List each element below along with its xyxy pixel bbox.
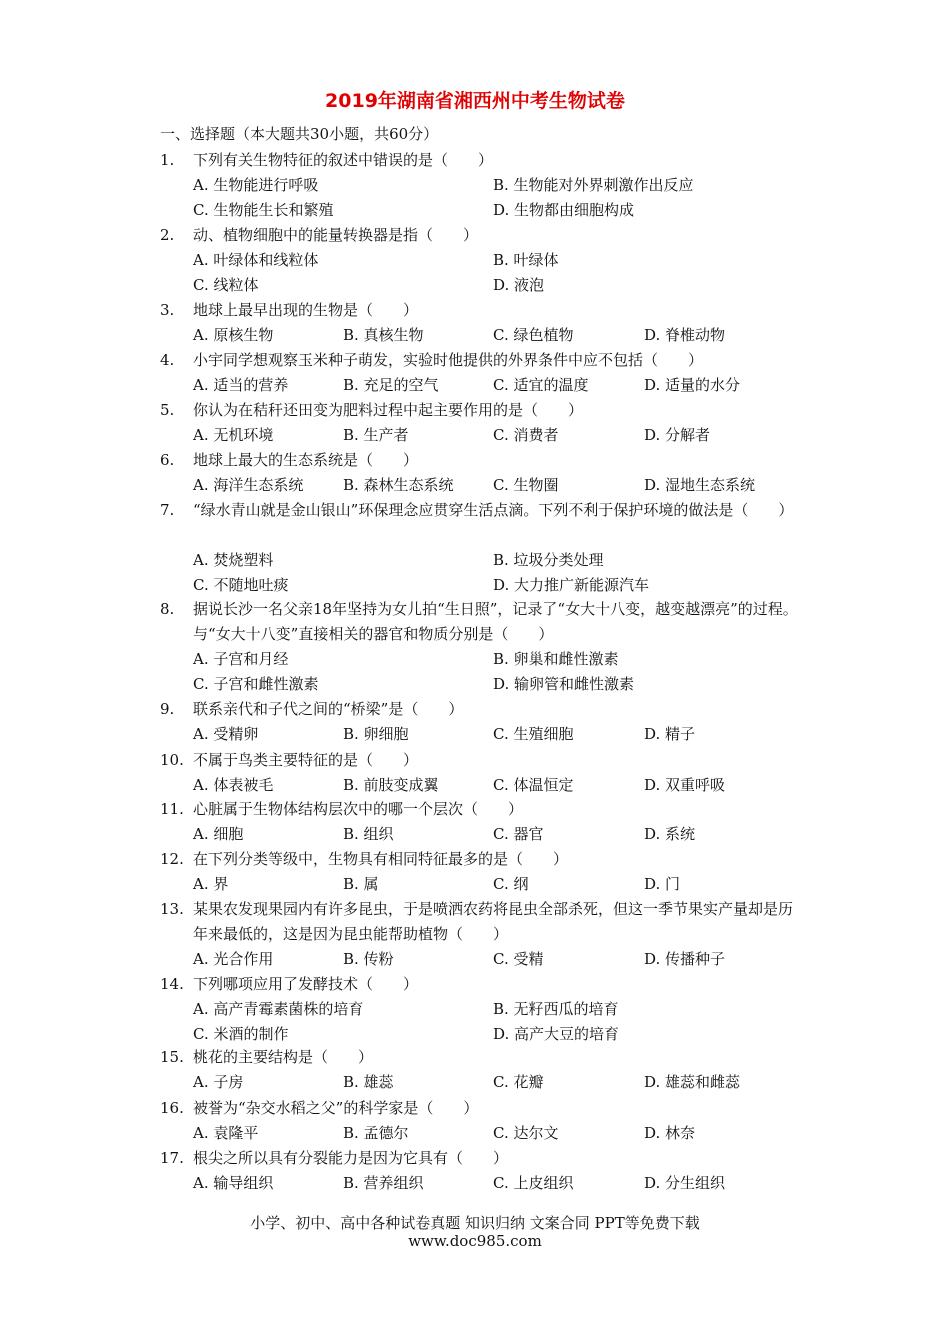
option-row <box>193 822 800 847</box>
question-stem: 下列有关生物特征的叙述中错误的是（ ） <box>193 151 494 169</box>
option-d: D. 脊椎动物 <box>644 326 726 344</box>
question-number: 13. <box>160 900 184 918</box>
question-stem: 小宇同学想观察玉米种子萌发，实验时他提供的外界条件中应不包括（ ） <box>193 351 704 369</box>
question-number: 1. <box>160 151 175 169</box>
question-13 <box>160 897 800 972</box>
question-stem: 据说长沙一名父亲18年坚持为女儿拍“生日照”，记录了“女大十八变，越变越漂亮”的过程。与“女大十八变”直接相关的器官和物质分别是（ ） <box>193 600 798 643</box>
question-2 <box>160 223 800 298</box>
option-c: C. 生物圈 <box>493 476 559 494</box>
question-stem: 根尖之所以具有分裂能力是因为它具有（ ） <box>193 1149 509 1167</box>
question-6 <box>160 448 800 498</box>
option-d: D. 系统 <box>644 825 696 843</box>
option-row <box>193 647 800 672</box>
question-stem: 地球上最大的生态系统是（ ） <box>193 451 419 469</box>
option-row <box>193 947 800 972</box>
question-number: 12. <box>160 850 184 868</box>
option-row <box>193 1121 800 1146</box>
option-a: A. 生物能进行呼吸 <box>193 176 319 194</box>
option-c: C. 体温恒定 <box>493 776 574 794</box>
option-a: A. 子房 <box>193 1073 244 1091</box>
question-16 <box>160 1096 800 1146</box>
question-stem: 在下列分类等级中，生物具有相同特征最多的是（ ） <box>193 850 569 868</box>
question-11 <box>160 797 800 847</box>
option-b: B. 雄蕊 <box>343 1073 394 1091</box>
option-d: D. 湿地生态系统 <box>644 476 756 494</box>
option-a: A. 细胞 <box>193 825 244 843</box>
question-15 <box>160 1045 800 1095</box>
question-stem: 下列哪项应用了发酵技术（ ） <box>193 975 419 993</box>
question-stem: 联系亲代和子代之间的“桥梁”是（ ） <box>193 700 464 718</box>
question-4 <box>160 348 800 398</box>
option-b: B. 真核生物 <box>343 326 424 344</box>
option-b: B. 营养组织 <box>343 1174 424 1192</box>
question-number: 3. <box>160 301 175 319</box>
option-b: B. 无籽西瓜的培育 <box>493 1000 619 1018</box>
question-number: 10. <box>160 751 184 769</box>
question-stem: “绿水青山就是金山银山”环保理念应贯穿生活点滴。下列不利于保护环境的做法是（ ） <box>193 501 794 519</box>
option-row <box>193 373 800 398</box>
option-c: C. 受精 <box>493 950 544 968</box>
question-stem: 地球上最早出现的生物是（ ） <box>193 301 419 319</box>
option-row <box>193 672 800 697</box>
option-b: B. 卵巢和雌性激素 <box>493 650 619 668</box>
question-10 <box>160 748 800 798</box>
option-c: C. 纲 <box>493 875 529 893</box>
option-row <box>193 773 800 798</box>
option-c: C. 消费者 <box>493 426 559 444</box>
option-c: C. 器官 <box>493 825 544 843</box>
option-d: D. 双重呼吸 <box>644 776 726 794</box>
option-d: D. 适量的水分 <box>644 376 741 394</box>
option-b: B. 充足的空气 <box>343 376 439 394</box>
option-a: A. 袁隆平 <box>193 1124 259 1142</box>
footer-line-1: 小学、初中、高中各种试卷真题 知识归纳 文案合同 PPT等免费下载 <box>250 1214 700 1232</box>
option-row <box>193 722 800 747</box>
question-7 <box>160 498 800 598</box>
option-b: B. 叶绿体 <box>493 251 559 269</box>
option-b: B. 生产者 <box>343 426 409 444</box>
option-b: B. 森林生态系统 <box>343 476 454 494</box>
question-17 <box>160 1146 800 1196</box>
question-number: 14. <box>160 975 184 993</box>
question-8 <box>160 597 800 697</box>
option-d: D. 高产大豆的培育 <box>493 1025 620 1043</box>
question-stem: 动、植物细胞中的能量转换器是指（ ） <box>193 226 479 244</box>
option-a: A. 高产青霉素菌株的培育 <box>193 1000 364 1018</box>
option-a: A. 无机环境 <box>193 426 274 444</box>
option-row <box>193 423 800 448</box>
option-a: A. 输导组织 <box>193 1174 274 1192</box>
option-row <box>193 173 800 198</box>
option-b: B. 垃圾分类处理 <box>493 551 604 569</box>
question-9 <box>160 697 800 747</box>
option-b: B. 前肢变成翼 <box>343 776 439 794</box>
option-d: D. 大力推广新能源汽车 <box>493 576 650 594</box>
option-row <box>193 248 800 273</box>
question-number: 7. <box>160 501 175 519</box>
option-row <box>193 1171 800 1196</box>
option-c: C. 生殖细胞 <box>493 725 574 743</box>
option-c: C. 米酒的制作 <box>193 1025 289 1043</box>
option-c: C. 子宫和雌性激素 <box>193 675 319 693</box>
option-row <box>193 548 800 573</box>
question-stem: 某果农发现果园内有许多昆虫，于是喷洒农药将昆虫全部杀死，但这一季节果实产量却是历年来最低的，这是因为昆虫能帮助植物（ ） <box>193 900 794 943</box>
option-a: A. 子宫和月经 <box>193 650 289 668</box>
footer-website: www.doc985.com <box>408 1232 542 1250</box>
question-number: 16. <box>160 1099 184 1117</box>
question-number: 4. <box>160 351 175 369</box>
option-a: A. 海洋生态系统 <box>193 476 304 494</box>
question-3 <box>160 298 800 348</box>
question-number: 2. <box>160 226 175 244</box>
question-number: 15. <box>160 1048 184 1066</box>
question-5 <box>160 398 800 448</box>
option-row <box>193 1070 800 1095</box>
option-c: C. 线粒体 <box>193 276 259 294</box>
option-row <box>193 273 800 298</box>
option-a: A. 叶绿体和线粒体 <box>193 251 319 269</box>
option-row <box>193 198 800 223</box>
option-c: C. 适宜的温度 <box>493 376 589 394</box>
option-b: B. 卵细胞 <box>343 725 409 743</box>
question-stem: 被誉为“杂交水稻之父”的科学家是（ ） <box>193 1099 479 1117</box>
option-row <box>193 1022 800 1047</box>
option-a: A. 受精卵 <box>193 725 259 743</box>
option-a: A. 适当的营养 <box>193 376 289 394</box>
section-heading: 一、选择题（本大题共30小题，共60分） <box>160 125 439 143</box>
option-a: A. 界 <box>193 875 229 893</box>
question-number: 11. <box>160 800 184 818</box>
exam-title: 2019年湖南省湘西州中考生物试卷 <box>325 90 625 112</box>
option-d: D. 雄蕊和雌蕊 <box>644 1073 741 1091</box>
option-c: C. 花瓣 <box>493 1073 544 1091</box>
option-a: A. 光合作用 <box>193 950 274 968</box>
option-a: A. 体表被毛 <box>193 776 274 794</box>
question-stem: 不属于鸟类主要特征的是（ ） <box>193 751 419 769</box>
option-b: B. 属 <box>343 875 379 893</box>
question-stem: 桃花的主要结构是（ ） <box>193 1048 374 1066</box>
option-d: D. 分生组织 <box>644 1174 726 1192</box>
question-12 <box>160 847 800 897</box>
option-d: D. 门 <box>644 875 681 893</box>
option-d: D. 精子 <box>644 725 696 743</box>
question-number: 9. <box>160 700 175 718</box>
question-number: 17. <box>160 1149 184 1167</box>
option-row <box>193 872 800 897</box>
option-row <box>193 997 800 1022</box>
option-d: D. 液泡 <box>493 276 545 294</box>
option-c: C. 上皮组织 <box>493 1174 574 1192</box>
option-b: B. 传粉 <box>343 950 394 968</box>
option-c: C. 不随地吐痰 <box>193 576 289 594</box>
option-a: A. 焚烧塑料 <box>193 551 274 569</box>
option-c: C. 达尔文 <box>493 1124 559 1142</box>
question-stem: 心脏属于生物体结构层次中的哪一个层次（ ） <box>193 800 524 818</box>
question-1 <box>160 148 800 223</box>
option-row <box>193 473 800 498</box>
option-a: A. 原核生物 <box>193 326 274 344</box>
option-d: D. 生物都由细胞构成 <box>493 201 635 219</box>
option-d: D. 林奈 <box>644 1124 696 1142</box>
option-d: D. 传播种子 <box>644 950 726 968</box>
option-c: C. 绿色植物 <box>493 326 574 344</box>
option-b: B. 生物能对外界刺激作出反应 <box>493 176 694 194</box>
option-row <box>193 573 800 598</box>
option-b: B. 组织 <box>343 825 394 843</box>
option-d: D. 输卵管和雌性激素 <box>493 675 635 693</box>
option-row <box>193 323 800 348</box>
question-number: 5. <box>160 401 175 419</box>
question-number: 8. <box>160 600 175 618</box>
option-d: D. 分解者 <box>644 426 711 444</box>
option-b: B. 孟德尔 <box>343 1124 409 1142</box>
question-14 <box>160 972 800 1047</box>
option-c: C. 生物能生长和繁殖 <box>193 201 334 219</box>
question-number: 6. <box>160 451 175 469</box>
question-stem: 你认为在秸秆还田变为肥料过程中起主要作用的是（ ） <box>193 401 584 419</box>
